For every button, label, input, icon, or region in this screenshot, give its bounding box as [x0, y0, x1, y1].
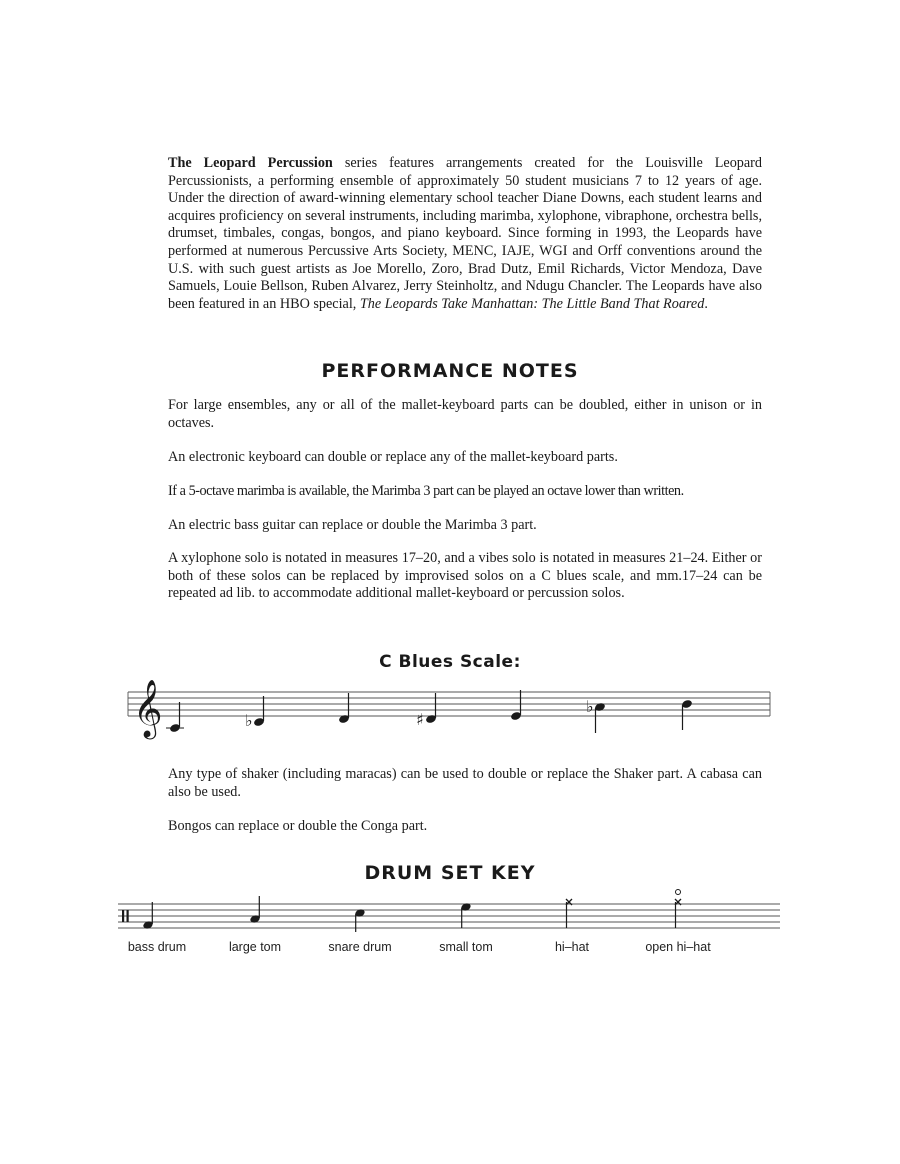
percussion-clef-icon — [127, 910, 129, 922]
intro-paragraph — [168, 155, 762, 313]
label-small-tom: small tom — [439, 940, 493, 954]
intro-text: series features arrangements created for the Louisville Leopard Percussionists, a performing ensemble of approximately 50 student musicians 7 to 12 years of age. Under the direction of award-winning elementary school teacher Diane Downs, each student learns and acquires proficiency on several instruments, including marimba, xylophone, vibraphone, orchestra bells, drumset, timbales, congas, bongos, and piano keyboard. Since forming in 1993, the Leopards have performed at numerous Percussive Arts Society, MENC, IAJE, WGI and Orff conventions around the U.S. with such guest artists as Joe Morello, Zoro, Brad Dutz, Emil Richards, Victor Mendoza, Dave Samuels, Louie Bellson, Ruben Alvarez, Jerry Steinholtz, and Ndugu Chancler. The Leopards have also been featured in an HBO special, — [168, 155, 762, 312]
note-bongos: Bongos can replace or double the Conga part. — [168, 818, 428, 834]
treble-clef-icon: 𝄞 — [133, 679, 163, 737]
open-circle-icon — [676, 890, 681, 895]
note-bass-guitar: An electric bass guitar can replace or double the Marimba 3 part. — [168, 517, 537, 533]
label-bass-drum: bass drum — [127, 940, 187, 954]
flat-icon: ♭ — [245, 711, 253, 730]
performance-notes-heading: PERFORMANCE NOTES — [321, 360, 579, 382]
blues-scale-heading: C Blues Scale: — [379, 652, 521, 672]
series-name: The Leopard Percussion — [168, 155, 333, 171]
blues-scale-staff — [0, 680, 900, 750]
special-title: The Leopards Take Manhattan: The Little Band That Roared — [359, 295, 705, 312]
label-large-tom: large tom — [228, 940, 282, 954]
note-solos: A xylophone solo is notated in measures 17–20, and a vibes solo is notated in measures 21–24. Either or both of these solos can be replaced by improvised solos on a C blues scale, and mm.17–24 can be repeated ad lib. to accommodate additional mallet-keyboard or percussion solos. — [168, 550, 762, 602]
percussion-clef-icon — [122, 910, 124, 922]
flat-icon: ♭ — [586, 697, 594, 716]
drum-set-key-staff — [0, 890, 900, 940]
intro-end: . — [704, 295, 708, 312]
label-open-hi-hat: open hi–hat — [645, 940, 711, 954]
note-marimba: If a 5-octave marimba is available, the Marimba 3 part can be played an octave lower than written. — [168, 483, 684, 499]
note-large-ensembles: For large ensembles, any or all of the mallet-keyboard parts can be doubled, either in unison or in octaves. — [168, 397, 762, 431]
drum-set-key-heading: DRUM SET KEY — [364, 862, 536, 884]
note-shaker: Any type of shaker (including maracas) can be used to double or replace the Shaker part. A cabasa can also be used. — [168, 766, 762, 800]
label-snare-drum: snare drum — [328, 940, 392, 954]
note-electronic-keyboard: An electronic keyboard can double or replace any of the mallet-keyboard parts. — [168, 449, 618, 465]
sharp-icon: ♯ — [416, 710, 424, 729]
label-hi-hat: hi–hat — [554, 940, 590, 954]
